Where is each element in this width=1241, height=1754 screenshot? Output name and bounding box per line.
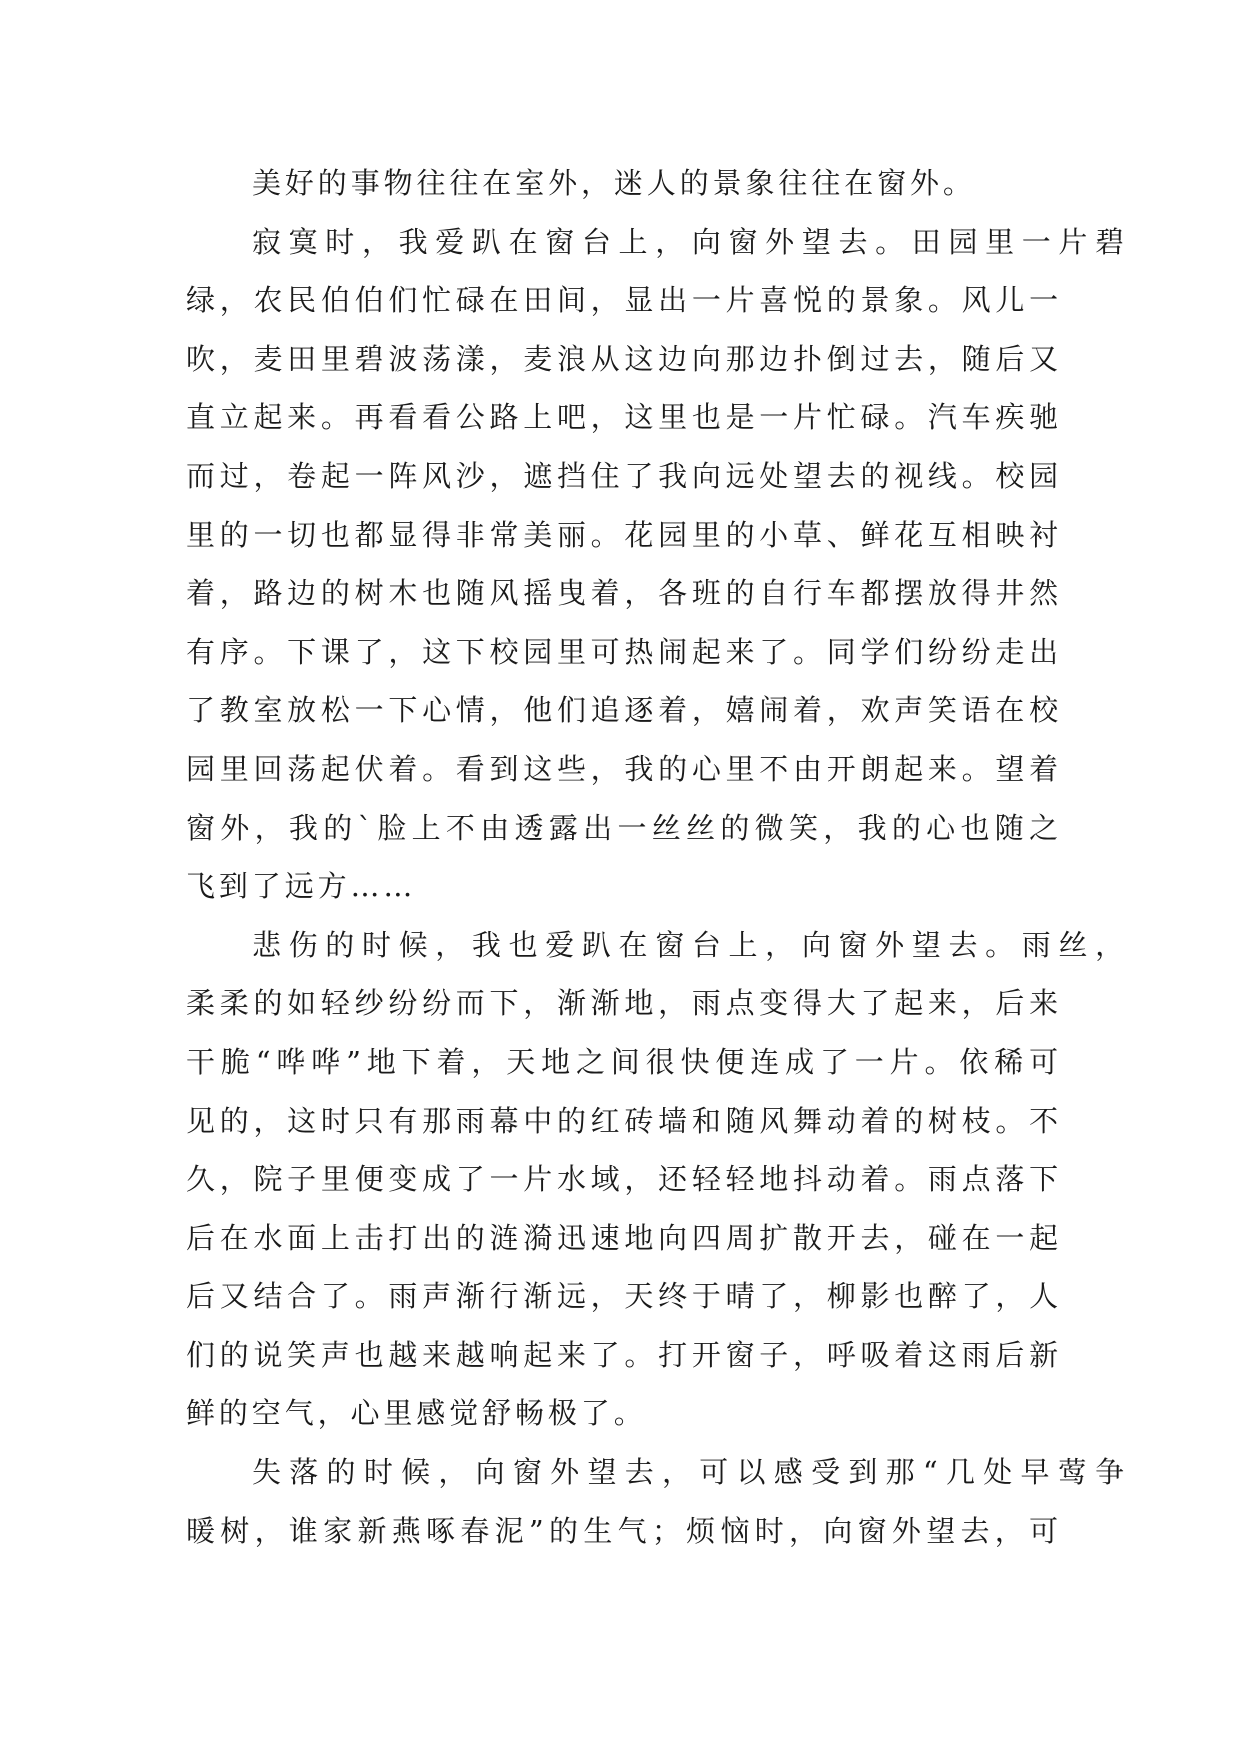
paragraph-2-line-12: 飞到了远方…… [186,869,417,904]
paragraph-3-line-8: 们的说笑声也越来越响起来了。打开窗子，呼吸着这雨后新 [186,1337,1062,1372]
paragraph-3-line-4: 见的，这时只有那雨幕中的红砖墙和随风舞动着的树枝。不 [186,1103,1062,1138]
paragraph-2-line-6: 里的一切也都显得非常美丽。花园里的小草、鲜花互相映衬 [186,517,1062,552]
paragraph-2-line-10: 园里回荡起伏着。看到这些，我的心里不由开朗起来。望着 [186,751,1062,786]
paragraph-3-line-7: 后又结合了。雨声渐行渐远，天终于晴了，柳影也醉了，人 [186,1279,1062,1314]
paragraph-3-line-2: 柔柔的如轻纱纷纷而下，渐渐地，雨点变得大了起来，后来 [186,986,1062,1021]
paragraph-1-line-1: 美好的事物往往在室外，迷人的景象往往在窗外。 [252,166,976,200]
paragraph-3-line-1: 悲伤的时候，我也爱趴在窗台上，向窗外望去。雨丝， [252,927,1128,962]
paragraph-4-line-2: 暖树，谁家新燕啄春泥”的生气；烦恼时，向窗外望去，可 [186,1513,1062,1548]
paragraph-3-line-9: 鲜的空气，心里感觉舒畅极了。 [186,1396,647,1431]
paragraph-3-line-5: 久，院子里便变成了一片水域，还轻轻地抖动着。雨点落下 [186,1162,1062,1197]
paragraph-2-line-2: 绿，农民伯伯们忙碌在田间，显出一片喜悦的景象。风儿一 [186,283,1062,318]
paragraph-2-line-7: 着，路边的树木也随风摇曳着，各班的自行车都摆放得井然 [186,576,1062,611]
paragraph-2-line-3: 吹，麦田里碧波荡漾，麦浪从这边向那边扑倒过去，随后又 [186,341,1062,376]
paragraph-2-line-9: 了教室放松一下心情，他们追逐着，嬉闹着，欢声笑语在校 [186,693,1062,728]
paragraph-2-line-8: 有序。下课了，这下校园里可热闹起来了。同学们纷纷走出 [186,634,1062,669]
paragraph-2-line-1: 寂寞时，我爱趴在窗台上，向窗外望去。田园里一片碧 [252,224,1128,259]
paragraph-2-line-4: 直立起来。再看看公路上吧，这里也是一片忙碌。汽车疾驰 [186,400,1062,435]
paragraph-3-line-3: 干脆“哗哗”地下着，天地之间很快便连成了一片。依稀可 [186,1044,1062,1079]
essay-body [186,154,1128,1560]
paragraph-4-line-1: 失落的时候，向窗外望去，可以感受到那“几处早莺争 [252,1455,1128,1490]
paragraph-3-line-6: 后在水面上击打出的涟漪迅速地向四周扩散开去，碰在一起 [186,1220,1062,1255]
paragraph-2-line-11: 窗外，我的`脸上不由透露出一丝丝的微笑，我的心也随之 [186,810,1062,845]
paragraph-2-line-5: 而过，卷起一阵风沙，遮挡住了我向远处望去的视线。校园 [186,458,1062,493]
